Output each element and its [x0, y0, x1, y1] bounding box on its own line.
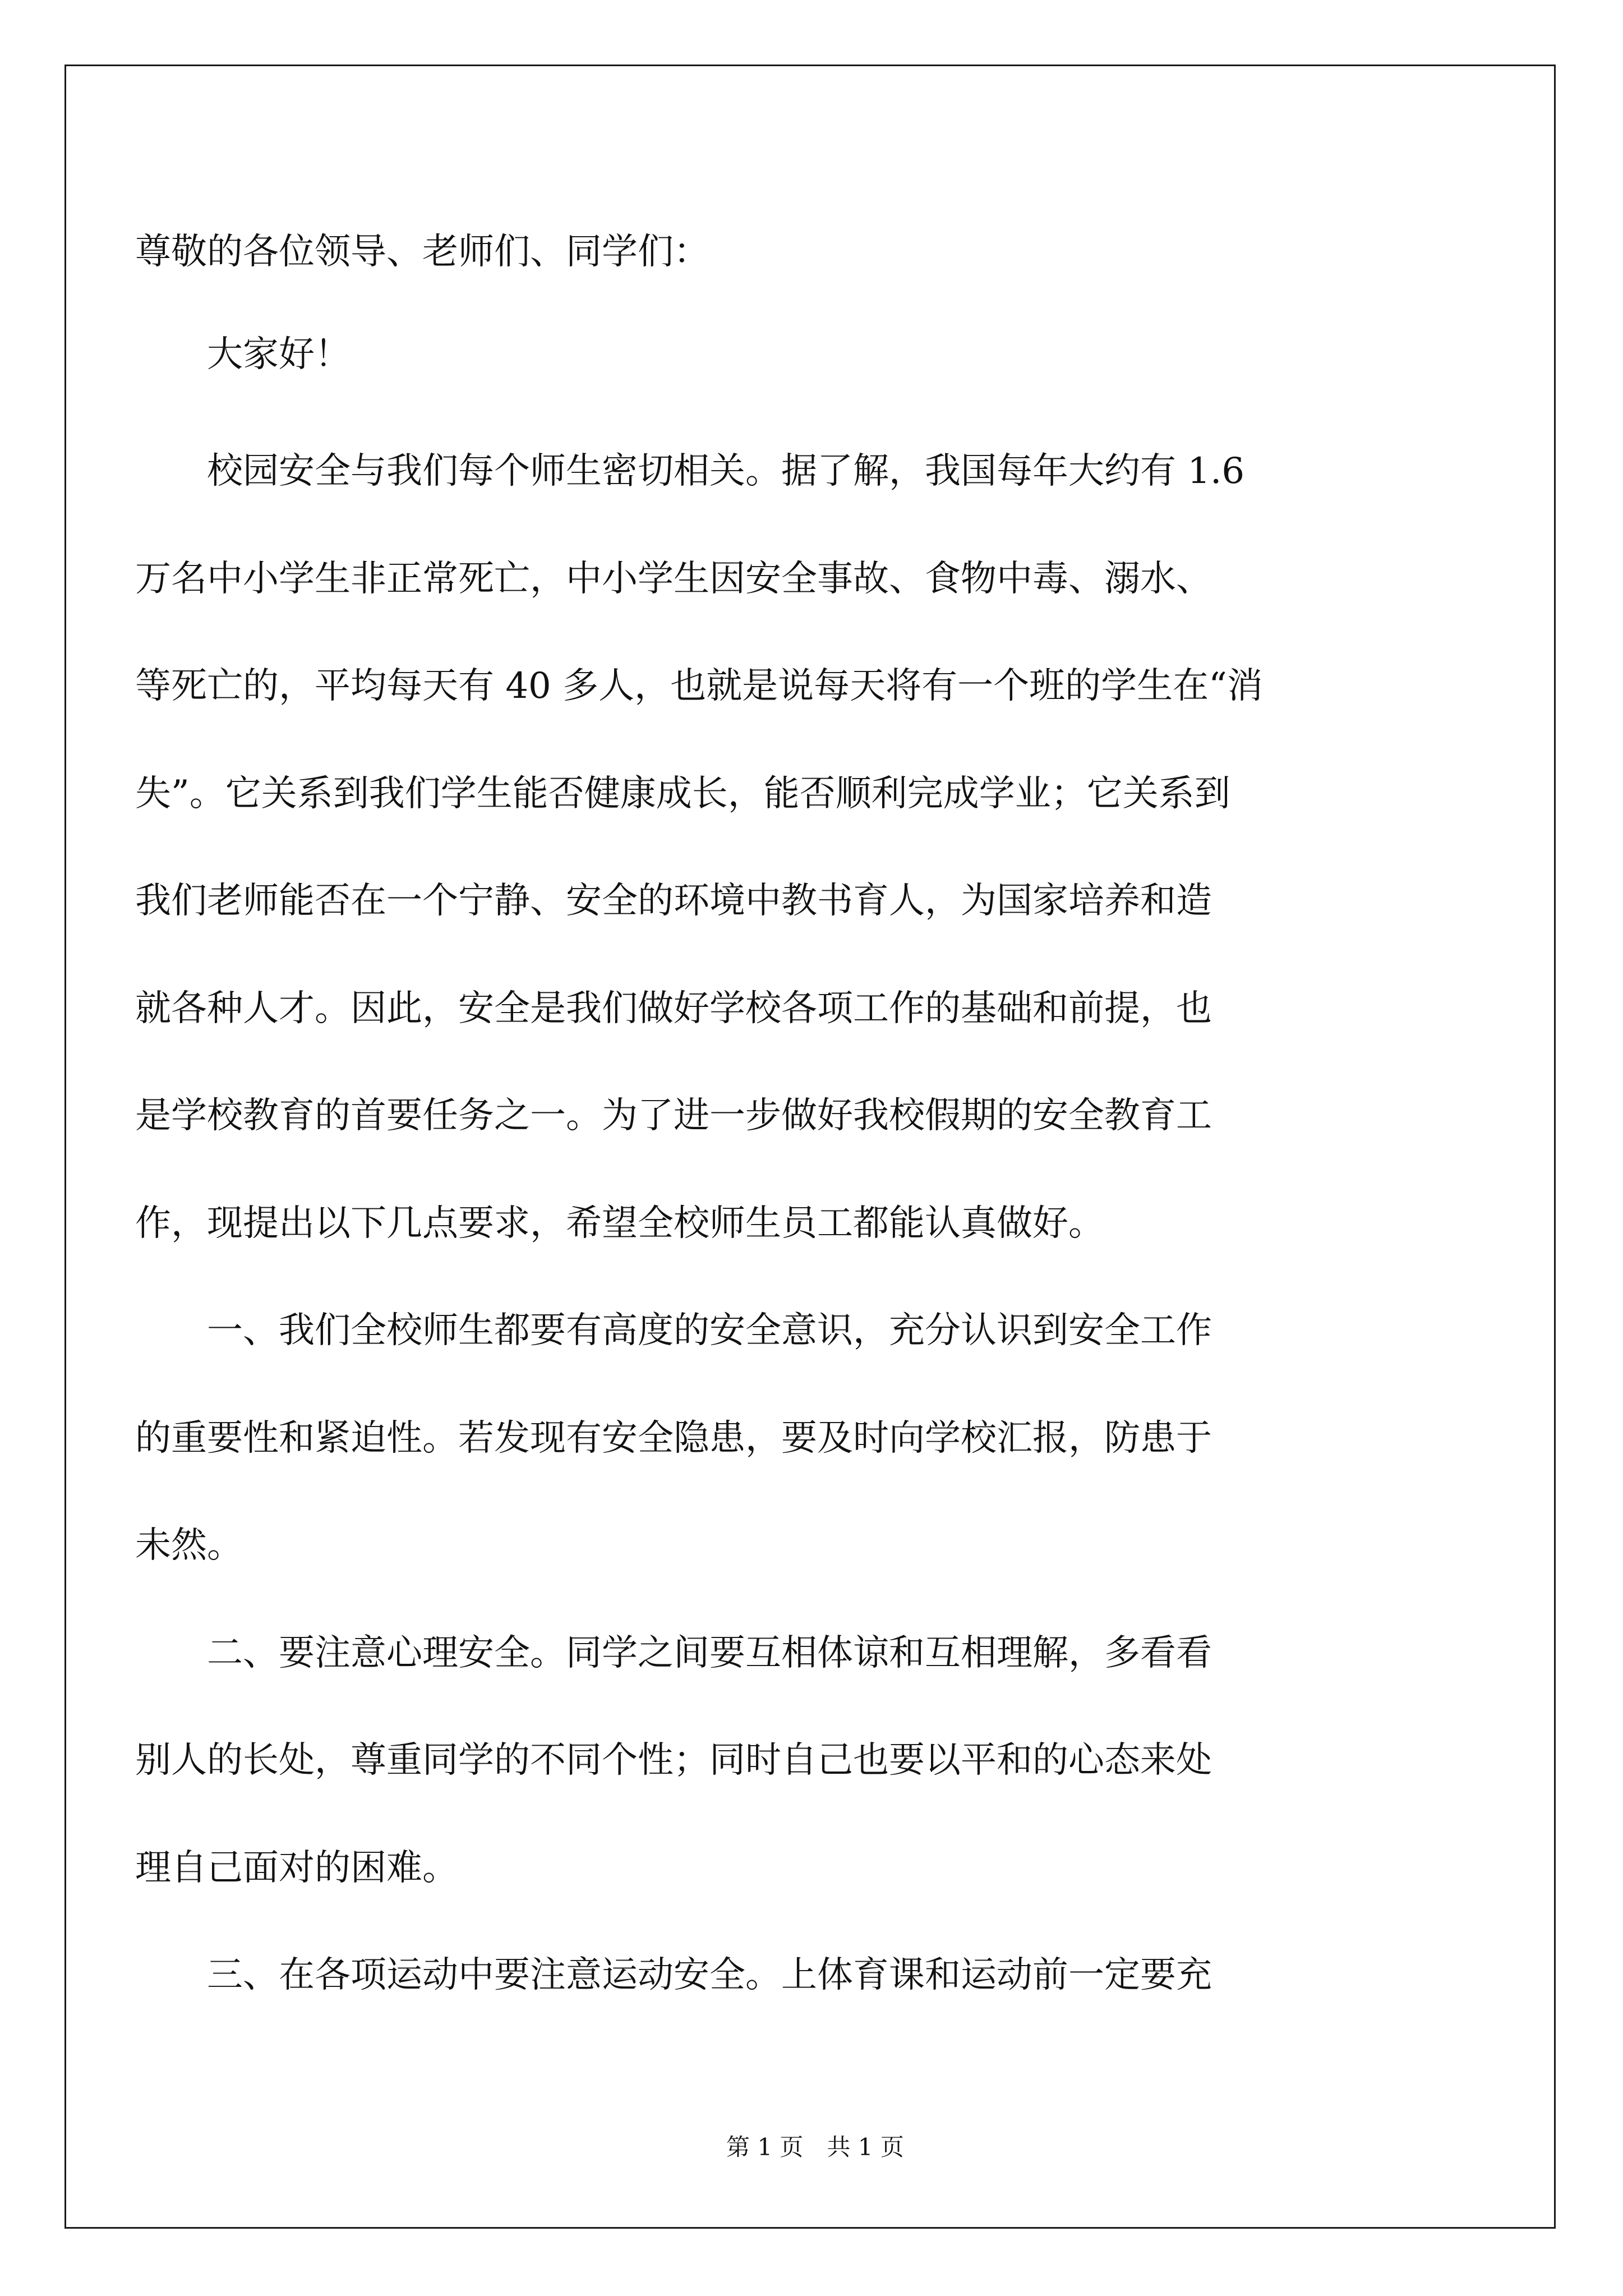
page-number: 第 1 页 共 1 页 [726, 2133, 904, 2161]
body-line: 作，现提出以下几点要求，希望全校师生员工都能认真做好。 [135, 1203, 1104, 1244]
body-line: 三、在各项运动中要注意运动安全。上体育课和运动前一定要充 [135, 1954, 1212, 1996]
body-line: 的重要性和紧迫性。若发现有安全隐患，要及时向学校汇报，防患于 [135, 1418, 1212, 1459]
body-line: 是学校教育的首要任务之一。为了进一步做好我校假期的安全教育工 [135, 1095, 1212, 1137]
document-page [64, 65, 1556, 2229]
body-line: 大家好！ [135, 334, 351, 375]
body-line: 理自己面对的困难。 [135, 1847, 458, 1889]
body-line: 等死亡的，平均每天有 40 多人，也就是说每天将有一个班的学生在“消 [135, 665, 1263, 707]
body-line: 未然。 [135, 1525, 243, 1566]
body-line: 我们老师能否在一个宁静、安全的环境中教书育人，为国家培养和造 [135, 880, 1212, 922]
body-line: 万名中小学生非正常死亡，中小学生因安全事故、食物中毒、溺水、 [135, 558, 1212, 600]
body-line: 别人的长处，尊重同学的不同个性；同时自己也要以平和的心态来处 [135, 1740, 1212, 1781]
body-line: 校园安全与我们每个师生密切相关。据了解，我国每年大约有 1.6 [135, 450, 1245, 492]
body-line: 就各种人才。因此，安全是我们做好学校各项工作的基础和前提，也 [135, 988, 1212, 1029]
body-line: 一、我们全校师生都要有高度的安全意识，充分认识到安全工作 [135, 1310, 1212, 1351]
body-line: 失”。它关系到我们学生能否健康成长，能否顺利完成学业；它关系到 [135, 773, 1230, 815]
body-line: 二、要注意心理安全。同学之间要互相体谅和互相理解，多看看 [135, 1632, 1212, 1674]
salutation: 尊敬的各位领导、老师们、同学们： [135, 231, 709, 273]
